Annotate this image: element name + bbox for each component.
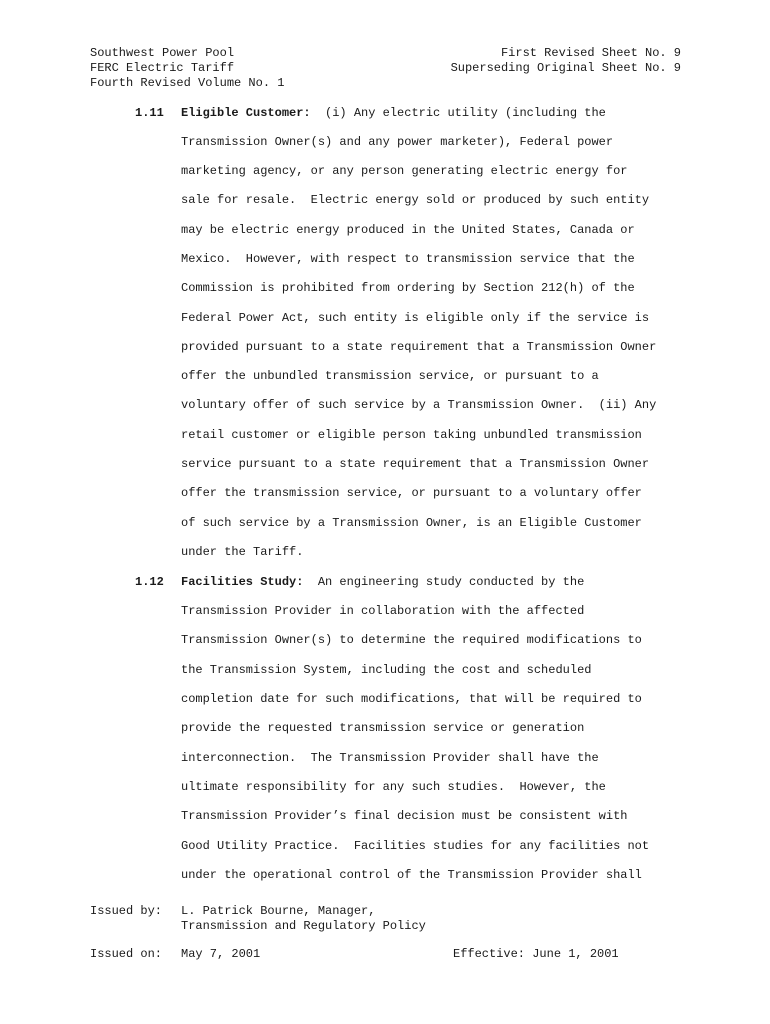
section-text-line: An engineering study conducted by the [303, 575, 585, 589]
section-text-line: Mexico. However, with respect to transmission service that the [181, 252, 635, 266]
section-text-line: Transmission Owner(s) and any power marketer), Federal power [181, 135, 614, 149]
section-text-line: Good Utility Practice. Facilities studies for any facilities not [181, 839, 650, 853]
header-company: Southwest Power Pool [90, 46, 235, 60]
section-text-line: voluntary offer of such service by a Transmission Owner. (ii) Any [181, 398, 657, 412]
issued-by-title: Transmission and Regulatory Policy [181, 919, 426, 933]
header-sheet-number: First Revised Sheet No. 9 [500, 46, 681, 60]
section-text-line: provided pursuant to a state requirement that a Transmission Owner [181, 340, 657, 354]
section-text-line: interconnection. The Transmission Provider shall have the [181, 751, 599, 765]
section-text-line: marketing agency, or any person generating electric energy for [181, 164, 628, 178]
header-superseding: Superseding Original Sheet No. 9 [450, 61, 681, 75]
section-text-line: Transmission Owner(s) to determine the required modifications to [181, 633, 642, 647]
section-term: Eligible Customer: [181, 106, 311, 120]
section-text-line: Commission is prohibited from ordering by Section 212(h) of the [181, 281, 635, 295]
section-text-line: under the Tariff. [181, 545, 304, 559]
section-text-line: Transmission Provider in collaboration with the affected [181, 604, 585, 618]
section-text-line: completion date for such modifications, that will be required to [181, 692, 642, 706]
section-text-line: ultimate responsibility for any such studies. However, the [181, 780, 606, 794]
effective-date: Effective: June 1, 2001 [453, 947, 619, 961]
section-text-line: service pursuant to a state requirement that a Transmission Owner [181, 457, 650, 471]
section-text-line: Transmission Provider’s final decision must be consistent with [181, 809, 628, 823]
section-text-line: of such service by a Transmission Owner, is an Eligible Customer [181, 516, 642, 530]
header-tariff-name: FERC Electric Tariff [90, 61, 235, 75]
issued-on-date: May 7, 2001 [181, 947, 261, 961]
issued-by-label: Issued by: [90, 904, 163, 918]
header-volume: Fourth Revised Volume No. 1 [90, 76, 285, 90]
section-text-line: under the operational control of the Transmission Provider shall [181, 868, 642, 882]
section-term: Facilities Study: [181, 575, 304, 589]
section-text-line: retail customer or eligible person taking unbundled transmission [181, 428, 642, 442]
issued-on-label: Issued on: [90, 947, 163, 961]
section-first-line [181, 575, 584, 590]
section-first-line [181, 106, 606, 121]
section-number: 1.11 [135, 106, 164, 120]
section-number: 1.12 [135, 575, 164, 589]
section-text-line: sale for resale. Electric energy sold or produced by such entity [181, 193, 650, 207]
issued-by-name: L. Patrick Bourne, Manager, [181, 904, 376, 918]
section-text-line: (i) Any electric utility (including the [310, 106, 606, 120]
section-text-line: the Transmission System, including the cost and scheduled [181, 663, 592, 677]
section-text-line: Federal Power Act, such entity is eligible only if the service is [181, 311, 650, 325]
section-text-line: may be electric energy produced in the United States, Canada or [181, 223, 635, 237]
section-text-line: provide the requested transmission service or generation [181, 721, 585, 735]
section-text-line: offer the unbundled transmission service, or pursuant to a [181, 369, 599, 383]
section-text-line: offer the transmission service, or pursuant to a voluntary offer [181, 486, 642, 500]
